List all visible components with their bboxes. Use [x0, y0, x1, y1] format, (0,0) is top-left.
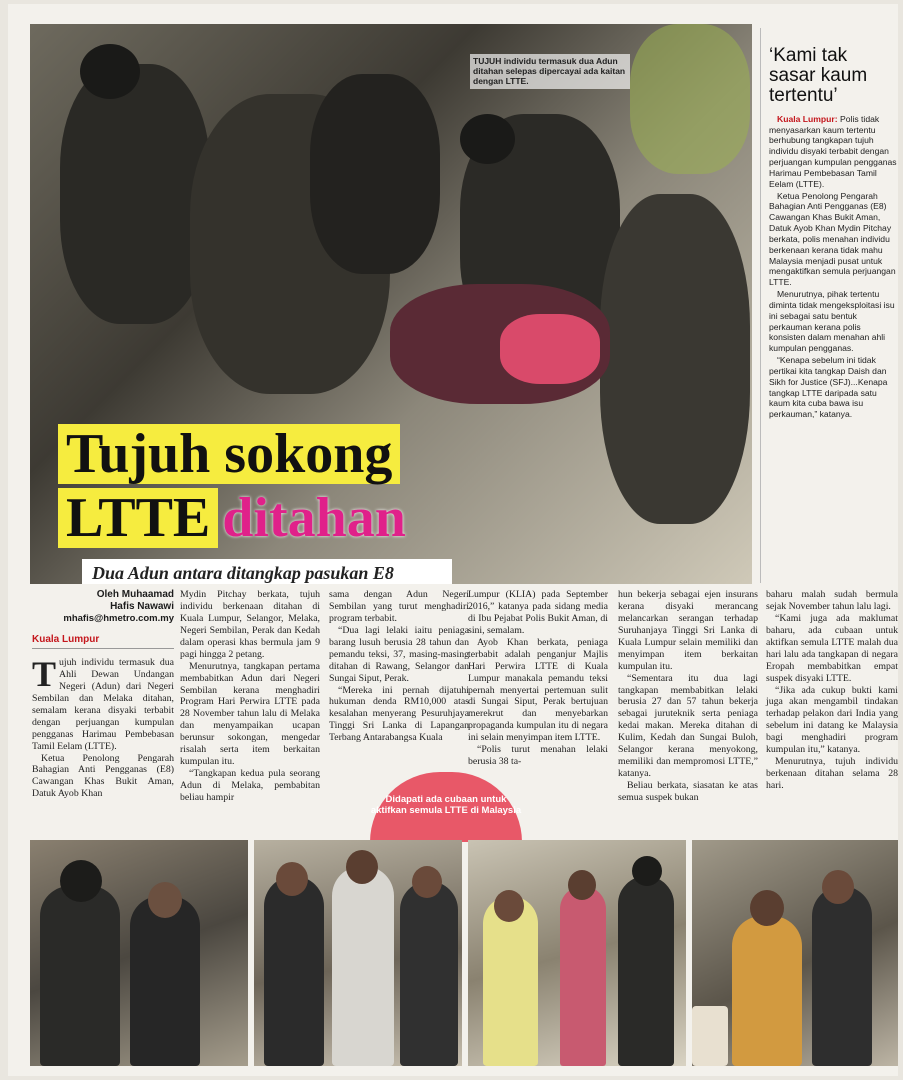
sidebar-article: [760, 28, 898, 583]
article-column-4: [468, 589, 608, 768]
pull-quote-callout: Didapati ada cubaan untuk aktifkan semula LTTE di Malaysia: [370, 772, 522, 842]
author-name-line-1: Oleh Muhaamad: [96, 589, 174, 600]
article-paragraph: “Polis turut menahan lelaki berusia 38 ta-: [468, 744, 608, 768]
article-paragraph: Lumpur (KLIA) pada September 2016,” katanya pada sidang media di Ibu Pejabat Polis Bukit Aman, di sini, semalam.: [468, 589, 608, 636]
article-paragraph: “Mereka ini pernah dijatuhi hukuman denda RM10,000 atas kesalahan menyerang Pesuruhjaya Tinggi Sri Lanka di Lapangan Terbang Antarabangsa Kuala: [329, 684, 469, 744]
headline-line-1: Tujuh sokong: [58, 424, 400, 484]
article-paragraph: Ketua Penolong Pengarah Bahagian Anti Pengganas (E8) Cawangan Khas Bukit Aman, Datuk Ayob Khan: [32, 752, 174, 800]
arrest-photo-2: [254, 840, 462, 1066]
sidebar-title: ‘Kami tak sasar kaum tertentu’: [769, 45, 868, 106]
sidebar-paragraph: Kuala Lumpur: Polis tidak menyasarkan kaum tertentu berhubung tangkapan tujuh individu disyaki terbabit dengan perjuangan kumpulan pengganas Harimau Pembebasan Tamil Eelam (LTTE).: [769, 113, 897, 189]
arrest-photo-1: [30, 840, 248, 1066]
article-paragraph: “Kami juga ada maklumat baharu, ada cubaan untuk aktifkan semula LTTE malah dua hari lalu ada tangkapan di negara Eropah membabitkan empat suspek disyaki LTTE.: [766, 612, 898, 684]
article-paragraph: Beliau berkata, siasatan ke atas semua suspek bukan: [618, 780, 758, 803]
photo-strip: [30, 840, 898, 1066]
sidebar-paragraph: “Kenapa sebelum ini tidak pertikai kita tangkap Daish dan Sikh for Justice (SFJ)...Kenapa tangkap LTTE daripada satu kaum kita cuba bawa isu perkauman,” katanya.: [769, 355, 888, 420]
headline-line-2-ltte: LTTE: [58, 488, 218, 548]
newspaper-page: [8, 4, 898, 1076]
article-paragraph: “Tangkapan kedua pula seorang Adun di Melaka, pembabitan beliau hampir: [180, 768, 320, 803]
drop-cap: T: [32, 654, 57, 694]
article-paragraph: Ayob Khan berkata, peniaga terbabit adalah penganjur Majlis Hari Perwira LTTE di Kuala Lumpur manakala pemandu teksi pernah menyertai pertemuan sulit di Sungai Siput, Perak bertujuan merekrut dan menyebarkan propaganda kumpulan itu di negara ini selain menyimpan item LTTE.: [468, 636, 608, 744]
sidebar-paragraph: Menurutnya, pihak tertentu diminta tidak mengeksploitasi isu ini sebagai satu bentuk perkauman kerana polis konsisten dalam menahan ahli kumpulan pengganas.: [769, 289, 895, 354]
article-column-5: [618, 589, 758, 804]
article-paragraph: Mydin Pitchay berkata, tujuh individu berkenaan ditahan di Kuala Lumpur, Selangor, Melaka, Negeri Sembilan, Perak dan Kedah dalam operasi khas bermula jam 9 pagi hingga 2 petang.: [180, 589, 320, 660]
subheadline: Dua Adun antara ditangkap pasukan E8: [82, 559, 452, 584]
article-paragraph: Tujuh individu termasuk dua Ahli Dewan Undangan Negeri (Adun) dari Negeri Sembilan dan Melaka ditahan, semalam kerana disyaki terbabit dengan perjuangan kumpulan pengganas Harimau Pembebasan Tamil Eelam (LTTE).: [32, 654, 174, 752]
article-column-2: [180, 589, 320, 804]
article-paragraph: “Dua lagi lelaki iaitu peniaga barang lusuh berusia 28 tahun dan pemandu teksi, 37, masing-masing ditahan di Rawang, Selangor dan Sungai Siput, Perak.: [329, 624, 469, 684]
article-column-3: [329, 589, 469, 744]
article-paragraph: baharu malah sudah bermula sejak November tahun lalu lagi.: [766, 589, 898, 612]
arrest-photo-3: [468, 840, 686, 1066]
article-paragraph: “Jika ada cukup bukti kami juga akan mengambil tindakan terhadap pelakon dari India yang sebelum ini datang ke Malaysia bagi menghadiri program kumpulan itu,” katanya.: [766, 684, 898, 756]
arrest-photo-4: [692, 840, 898, 1066]
article-paragraph: hun bekerja sebagai ejen insurans kerana disyaki merancang melancarkan serangan terhadap Suruhanjaya Tinggi Sri Lanka di Kuala Lumpur selain memiliki dan menyimpan item berkaitan kumpulan itu.: [618, 589, 758, 672]
article-paragraph: Menurutnya, tujuh individu berkenaan ditahan selama 28 hari.: [766, 756, 898, 791]
location-label: Kuala Lumpur: [32, 634, 174, 649]
article-column-6: [766, 589, 898, 792]
article-paragraph: Menurutnya, tangkapan pertama membabitkan Adun dari Negeri Sembilan kerana menghadiri Program Hari Perwira LTTE pada 28 November tahun lalu di Melaka dan menyampaikan ucapan berunsur sokongan, mengedar risalah serta item berkaitan kumpulan itu.: [180, 660, 320, 768]
photo-caption: TUJUH individu termasuk dua Adun ditahan selepas dipercayai ada kaitan dengan LTTE.: [470, 54, 630, 89]
headline-line-2-ditahan: ditahan: [222, 487, 406, 549]
sidebar-paragraph: Ketua Penolong Pengarah Bahagian Anti Pengganas (E8) Cawangan Khas Bukit Aman, Datuk Ayob Khan Mydin Pitchay berkata, polis menahan individu berkenaan kerana tidak mahu Malaysia menjadi pusat untuk mengaktifkan semula perjuangan LTTE.: [769, 190, 896, 288]
headline: [58, 424, 468, 548]
article-paragraph: sama dengan Adun Negeri Sembilan yang turut menghadiri program terbabit.: [329, 589, 469, 624]
author-email: mhafis@hmetro.com.my: [63, 613, 174, 624]
article-paragraph: “Sementara itu dua lagi tangkapan membabitkan lelaki berusia 27 dan 57 tahun bekerja sebagai juruteknik serta peniaga kedai makan. Mereka ditahan di Kulim, Kedah dan Sungai Buloh, Selangor kerana menyokong, memiliki dan mempromosi LTTE,” katanya.: [618, 672, 758, 780]
sidebar-dateline: Kuala Lumpur:: [777, 113, 838, 124]
hero-photo: [30, 24, 752, 584]
author-name-line-2: Hafis Nawawi: [110, 601, 174, 612]
byline-block: [32, 589, 174, 800]
